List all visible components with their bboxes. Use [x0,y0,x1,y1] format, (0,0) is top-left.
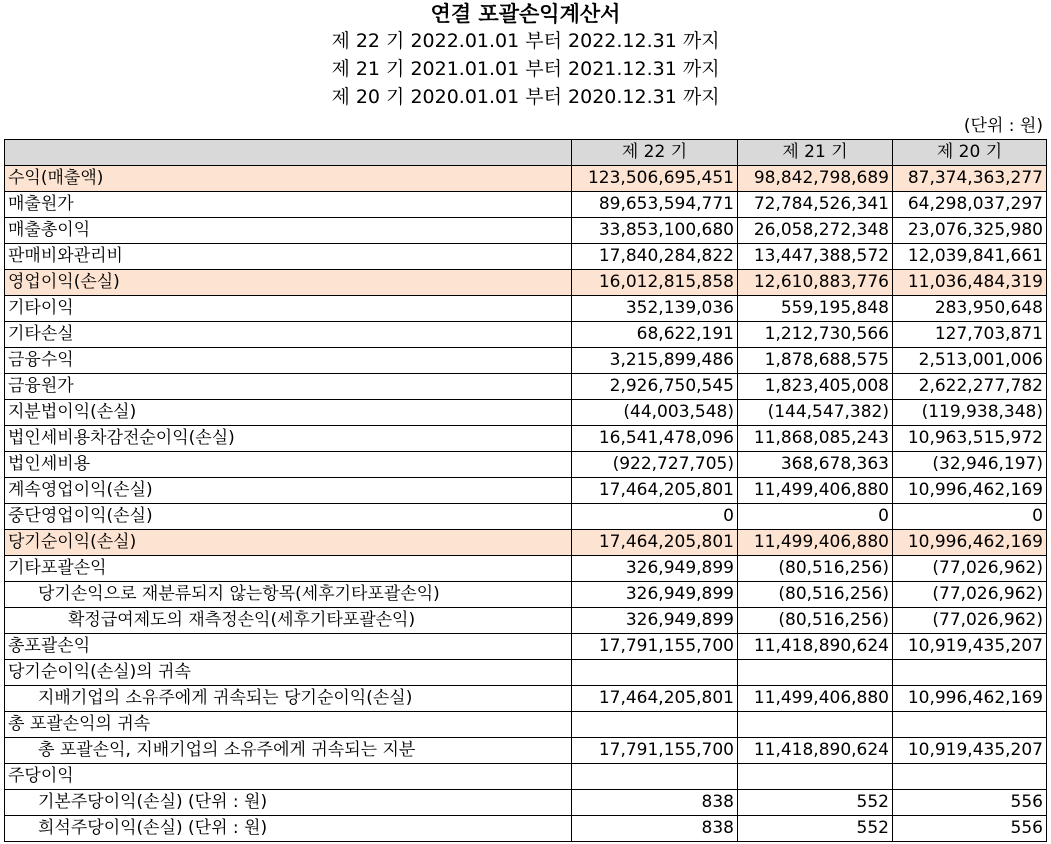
row-label: 기본주당이익(손실) (단위 : 원) [5,790,572,816]
table-row [5,556,1047,582]
period-line-22: 제 22 기 2022.01.01 부터 2022.12.31 까지 [331,30,720,52]
value-period-21: 552 [738,816,893,842]
value-period-22: 89,653,594,771 [572,192,738,218]
table-row [5,764,1047,790]
value-period-20: 283,950,648 [893,296,1047,322]
row-label: 총포괄손익 [5,634,572,660]
table-row [5,790,1047,816]
value-period-22: 0 [572,504,738,530]
row-label: 당기손익으로 재분류되지 않는항목(세후기타포괄손익) [5,582,572,608]
value-period-20: 10,963,515,972 [893,426,1047,452]
value-period-22: 16,012,815,858 [572,270,738,296]
value-period-20: (77,026,962) [893,556,1047,582]
value-period-20: 12,039,841,661 [893,244,1047,270]
value-period-21: (80,516,256) [738,582,893,608]
row-label: 기타포괄손익 [5,556,572,582]
row-label: 수익(매출액) [5,166,572,192]
value-period-20: 10,996,462,169 [893,686,1047,712]
row-label: 매출원가 [5,192,572,218]
row-label: 중단영업이익(손실) [5,504,572,530]
table-body [5,166,1047,842]
value-period-21: 559,195,848 [738,296,893,322]
value-period-22: 68,622,191 [572,322,738,348]
table-row [5,426,1047,452]
row-label: 영업이익(손실) [5,270,572,296]
row-label: 확정급여제도의 재측정손익(세후기타포괄손익) [5,608,572,634]
value-period-20: (119,938,348) [893,400,1047,426]
value-period-20: 10,919,435,207 [893,634,1047,660]
period-line-21: 제 21 기 2021.01.01 부터 2021.12.31 까지 [331,58,720,80]
value-period-20: 10,996,462,169 [893,530,1047,556]
value-period-21: 552 [738,790,893,816]
table-row [5,244,1047,270]
row-label: 희석주당이익(손실) (단위 : 원) [5,816,572,842]
value-period-20: (32,946,197) [893,452,1047,478]
value-period-20: 556 [893,816,1047,842]
value-period-22 [572,660,738,686]
value-period-20: 127,703,871 [893,322,1047,348]
table-row [5,400,1047,426]
row-label: 지분법이익(손실) [5,400,572,426]
row-label: 판매비와관리비 [5,244,572,270]
table-row [5,634,1047,660]
row-label: 금융수익 [5,348,572,374]
value-period-20 [893,764,1047,790]
row-label: 계속영업이익(손실) [5,478,572,504]
value-period-22: 17,791,155,700 [572,738,738,764]
value-period-22: (922,727,705) [572,452,738,478]
value-period-22: 326,949,899 [572,582,738,608]
value-period-22: 17,464,205,801 [572,478,738,504]
header-label-cell [5,140,572,166]
value-period-20: (77,026,962) [893,582,1047,608]
value-period-22: (44,003,548) [572,400,738,426]
value-period-20 [893,712,1047,738]
table-row [5,478,1047,504]
value-period-21: 368,678,363 [738,452,893,478]
table-row [5,608,1047,634]
value-period-22 [572,764,738,790]
value-period-20: 0 [893,504,1047,530]
value-period-22: 17,464,205,801 [572,686,738,712]
table-row [5,816,1047,842]
value-period-20: 2,622,277,782 [893,374,1047,400]
income-statement-table [4,139,1047,842]
table-row [5,348,1047,374]
table-row [5,504,1047,530]
value-period-22: 326,949,899 [572,608,738,634]
value-period-22: 326,949,899 [572,556,738,582]
table-row [5,530,1047,556]
value-period-22: 3,215,899,486 [572,348,738,374]
value-period-22: 838 [572,816,738,842]
value-period-21: 26,058,272,348 [738,218,893,244]
value-period-20: (77,026,962) [893,608,1047,634]
value-period-21: 13,447,388,572 [738,244,893,270]
table-row [5,686,1047,712]
row-label: 당기순이익(손실) [5,530,572,556]
value-period-22: 17,791,155,700 [572,634,738,660]
value-period-20: 11,036,484,319 [893,270,1047,296]
value-period-20: 23,076,325,980 [893,218,1047,244]
value-period-21: (144,547,382) [738,400,893,426]
table-row [5,738,1047,764]
value-period-21: 11,499,406,880 [738,686,893,712]
row-label: 금융원가 [5,374,572,400]
table-row [5,166,1047,192]
value-period-20: 87,374,363,277 [893,166,1047,192]
table-row [5,452,1047,478]
value-period-21: 11,868,085,243 [738,426,893,452]
header-period-21: 제 21 기 [738,140,893,166]
value-period-21: 11,499,406,880 [738,478,893,504]
value-period-20: 2,513,001,006 [893,348,1047,374]
row-label: 당기순이익(손실)의 귀속 [5,660,572,686]
row-label: 기타손실 [5,322,572,348]
row-label: 기타이익 [5,296,572,322]
value-period-21: 11,499,406,880 [738,530,893,556]
row-label: 총 포괄손익, 지배기업의 소유주에게 귀속되는 지분 [5,738,572,764]
value-period-21 [738,712,893,738]
table-row [5,374,1047,400]
table-row [5,296,1047,322]
header-period-22: 제 22 기 [572,140,738,166]
value-period-22: 17,464,205,801 [572,530,738,556]
value-period-22: 17,840,284,822 [572,244,738,270]
value-period-21: (80,516,256) [738,608,893,634]
value-period-21: 1,878,688,575 [738,348,893,374]
period-line-20: 제 20 기 2020.01.01 부터 2020.12.31 까지 [331,86,720,108]
value-period-20: 556 [893,790,1047,816]
table-row [5,270,1047,296]
unit-label: (단위 : 원) [963,116,1043,136]
value-period-22: 123,506,695,451 [572,166,738,192]
table-row [5,582,1047,608]
value-period-20 [893,660,1047,686]
row-label: 총 포괄손익의 귀속 [5,712,572,738]
value-period-22: 352,139,036 [572,296,738,322]
value-period-21 [738,764,893,790]
row-label: 법인세비용차감전순이익(손실) [5,426,572,452]
value-period-22 [572,712,738,738]
table-row [5,712,1047,738]
value-period-20: 64,298,037,297 [893,192,1047,218]
value-period-21 [738,660,893,686]
value-period-21: 12,610,883,776 [738,270,893,296]
table-row [5,192,1047,218]
table-row [5,322,1047,348]
value-period-21: 98,842,798,689 [738,166,893,192]
value-period-22: 838 [572,790,738,816]
value-period-21: 72,784,526,341 [738,192,893,218]
value-period-21: 1,823,405,008 [738,374,893,400]
statement-title: 연결 포괄손익계산서 [430,2,621,26]
value-period-22: 33,853,100,680 [572,218,738,244]
row-label: 법인세비용 [5,452,572,478]
value-period-21: (80,516,256) [738,556,893,582]
value-period-22: 16,541,478,096 [572,426,738,452]
value-period-20: 10,919,435,207 [893,738,1047,764]
header-period-20: 제 20 기 [893,140,1047,166]
value-period-21: 11,418,890,624 [738,738,893,764]
value-period-21: 1,212,730,566 [738,322,893,348]
value-period-22: 2,926,750,545 [572,374,738,400]
table-row [5,218,1047,244]
value-period-20: 10,996,462,169 [893,478,1047,504]
table-header-row [5,140,1047,166]
value-period-21: 11,418,890,624 [738,634,893,660]
row-label: 주당이익 [5,764,572,790]
value-period-21: 0 [738,504,893,530]
row-label: 지배기업의 소유주에게 귀속되는 당기순이익(손실) [5,686,572,712]
table-row [5,660,1047,686]
row-label: 매출총이익 [5,218,572,244]
